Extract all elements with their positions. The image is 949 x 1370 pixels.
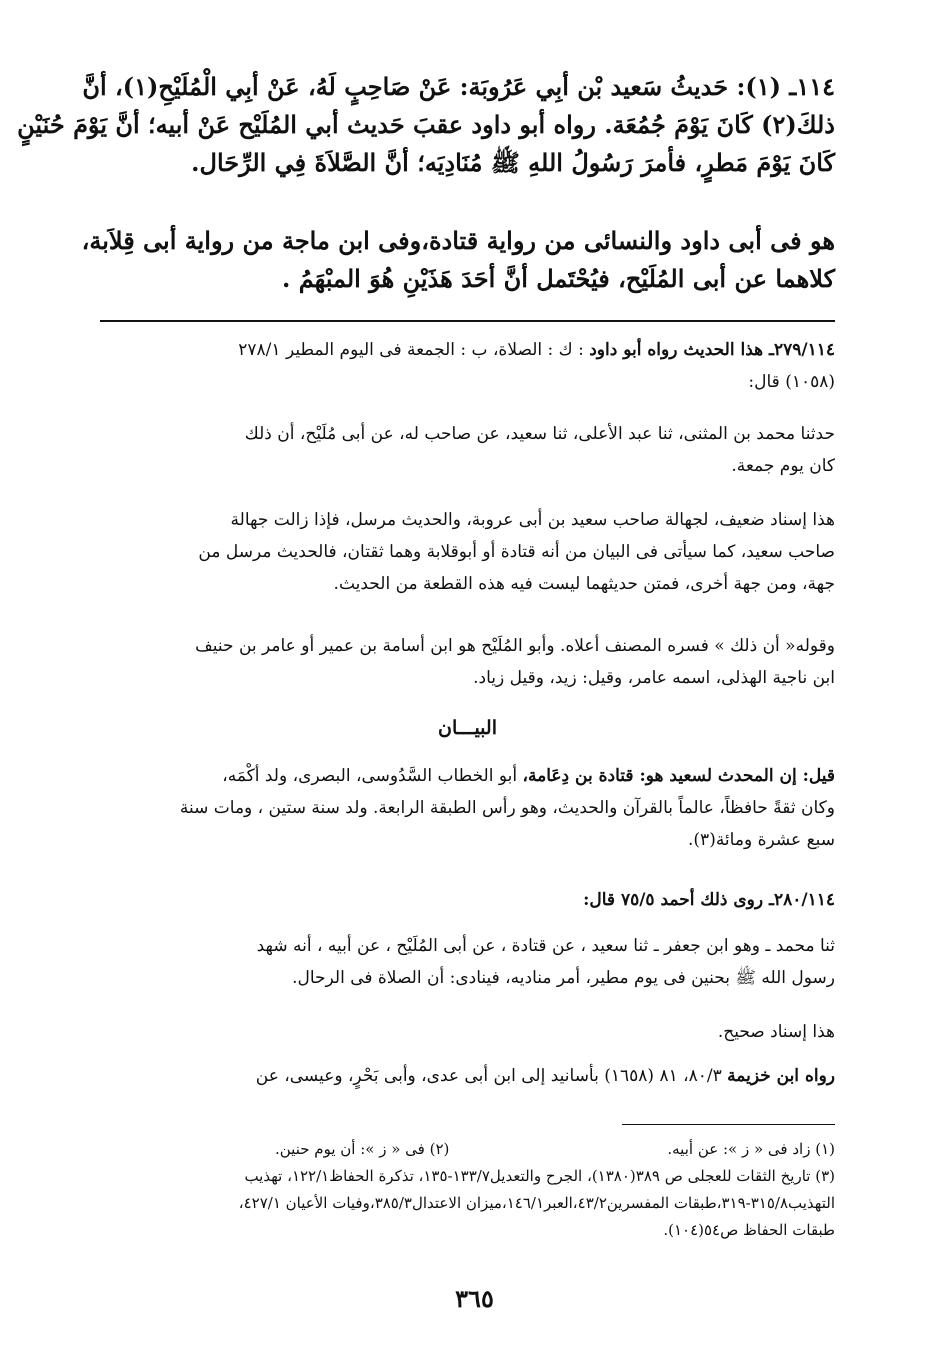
- commentary-paragraph: [100, 418, 835, 482]
- section-title: البيـــان: [438, 717, 497, 739]
- text-line: أبو الخطاب السَّدُوسى، البصرى، ولد أكْمَه،: [222, 766, 523, 786]
- commentary-heading-1: [100, 334, 835, 398]
- matn-paragraph: [17, 68, 835, 182]
- hadith-number: ٢٧٩/١١٤ـ هذا الحديث رواه أبو داود: [589, 340, 835, 360]
- text-line: حدثنا محمد بن المثنى، ثنا عبد الأعلى، ثنا سعيد، عن صاحب له، عن أبى مُلَيْح، أن ذلك: [244, 424, 835, 444]
- commentary-paragraph: [100, 760, 835, 856]
- text-line: هذا إسناد صحيح.: [717, 1022, 835, 1042]
- footnotes: [100, 1136, 835, 1244]
- text-line: رسول الله ﷺ بحنين فى يوم مطير، أمر مناديه، فينادى: أن الصلاة فى الرحال.: [292, 968, 835, 988]
- footnote-1: (١) زاد فى « ز »: عن أبيه.: [667, 1140, 835, 1158]
- commentary-paragraph: [100, 1060, 835, 1092]
- footnote-3-line: التهذيب٣١٥/٨-٣١٩،طبقات المفسرين٤٣/٢،العبر١٤٦/١،ميزان الاعتدال٣٨٥/٣،وفيات الأعيان ٤٢٧/١،: [238, 1194, 835, 1212]
- footnote-3-line: طبقات الحفاظ ص٥٤(١٠٤).: [663, 1221, 835, 1239]
- matn-line: هو فى أبى داود والنسائى من رواية قتادة،وفى ابن ماجة من رواية أبى قِلاَبة،: [81, 226, 835, 255]
- commentary-paragraph: [100, 630, 835, 694]
- commentary-paragraph: [100, 1016, 835, 1048]
- text-line: جهة، ومن جهة أخرى، فمتن حديثهما ليست فيه هذه القطعة من الحديث.: [333, 574, 835, 594]
- commentary-paragraph: [100, 930, 835, 994]
- text-line: سبع عشرة ومائة(٣).: [688, 830, 835, 850]
- hadith-source: : ك : الصلاة، ب : الجمعة فى اليوم المطير ٢٧٨/١: [238, 340, 590, 360]
- text-line: ابن ناجية الهذلى، اسمه عامر، وقيل: زيد، وقيل زياد.: [473, 668, 835, 688]
- narrator-claim: قيل: إن المحدث لسعيد هو: قتادة بن دِعَامة،: [522, 766, 835, 786]
- source-name: رواه ابن خزيمة: [727, 1066, 835, 1086]
- text-line: وقوله« أن ذلك » فسره المصنف أعلاه. وأبو المُلَيْح هو ابن أسامة بن عمير أو عامر بن حنيف: [195, 636, 835, 656]
- footnote-2: (٢) فى « ز »: أن يوم حنين.: [275, 1140, 450, 1158]
- text-line: ثنا محمد ـ وهو ابن جعفر ـ ثنا سعيد ، عن قتادة ، عن أبى المُلَيْح ، عن أبيه ، أنه شهد: [256, 936, 835, 956]
- text-line: ٨٠/٣، ٨١ (١٦٥٨) بأسانيد إلى ابن أبى عدى، وأبى بَحْرٍ، وعيسى، عن: [255, 1066, 728, 1086]
- footnote-divider: [622, 1124, 835, 1125]
- commentary-heading-2: ٢٨٠/١١٤ـ روى ذلك أحمد ٧٥/٥ قال:: [583, 890, 835, 910]
- section-divider: [100, 320, 835, 322]
- text-line: كان يوم جمعة.: [731, 456, 835, 476]
- hadith-source-cont: (١٠٥٨) قال:: [748, 372, 835, 392]
- matn-line: كلاهما عن أبى المُلَيْح، فيُحْتَمل أنَّ أحَدَ هَذَيْنِ هُوَ المبْهَمُ .: [281, 264, 835, 293]
- matn-line: ذلكَ(٢) كَانَ يَوْمَ جُمُعَة. رواه أبو داود عقبَ حَديث أبي المُلَيْح عَنْ أبيه؛ أنَّ يَوْمَ حُنَيْنٍ: [17, 110, 835, 139]
- text-line: صاحب سعيد، كما سيأتى فى البيان من أنه قتادة أو أبوقلابة وهما ثقتان، فالحديث مرسل من: [198, 542, 835, 562]
- text-line: وكان ثقةً حافظاً، عالماً بالقرآن والحديث، وهو رأس الطبقة الرابعة. ولد سنة ستين ، ومات سنة: [179, 798, 835, 818]
- page-number: ٣٦٥: [455, 1284, 494, 1313]
- footnote-3-line: (٣) تاريخ الثقات للعجلى ص ٣٨٩(١٣٨٠)، الجرح والتعديل١٣٣/٧-١٣٥، تذكرة الحفاظ١٢٢/١، تهذيب: [244, 1167, 835, 1185]
- text-line: هذا إسناد ضعيف، لجهالة صاحب سعيد بن أبى عروبة، والحديث مرسل، فإذا زالت جهالة: [230, 510, 835, 530]
- matn-line: كَانَ يَوْمَ مَطرٍ، فأمرَ رَسُولُ اللهِ ﷺ مُنَادِيَه؛ أنَّ الصَّلاَةَ فِي الرِّحَال.: [191, 148, 835, 177]
- commentary-paragraph: [100, 504, 835, 600]
- matn-line: ١١٤ـ (١): حَديثُ سَعيد بْن أبِي عَرُوبَة: عَنْ صَاحِبٍ لَهُ، عَنْ أبِي الْمُلَيْحِ(١)، أنَّ: [82, 72, 835, 101]
- matn-paragraph-2: [81, 222, 835, 298]
